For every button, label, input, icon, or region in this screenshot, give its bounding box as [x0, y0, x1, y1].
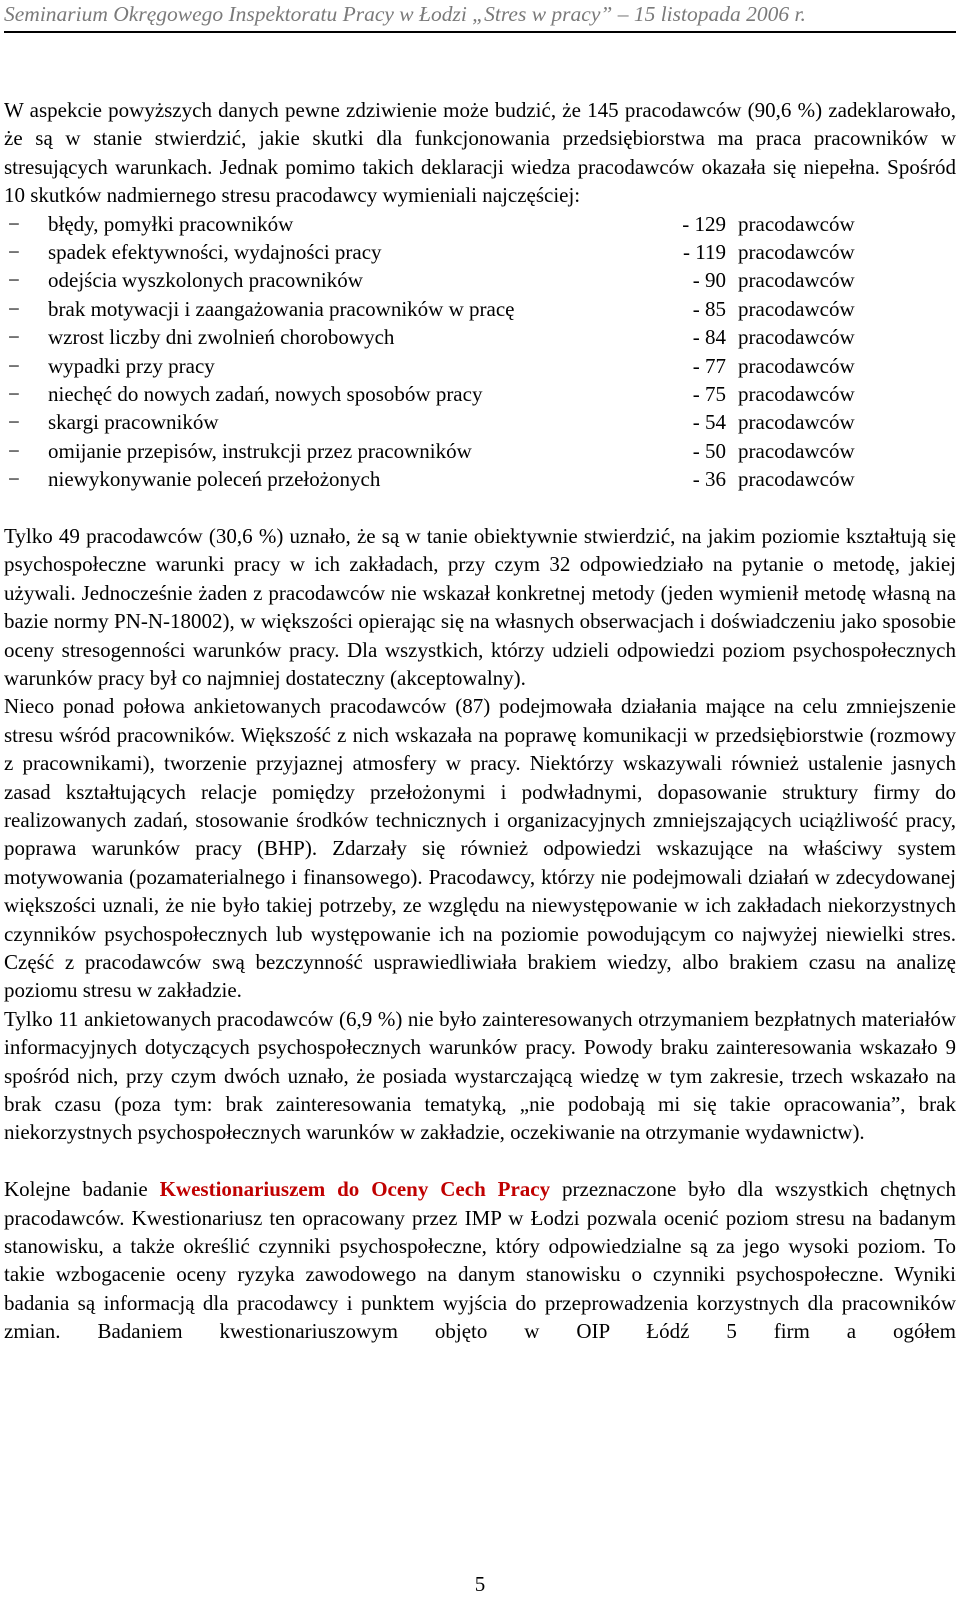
list-dash: − — [8, 268, 20, 293]
effect-count: - 84 — [692, 325, 726, 350]
effect-unit: pracodawców — [738, 467, 855, 492]
questionnaire-title: Kwestionariuszem do Oceny Cech Pracy — [159, 1177, 551, 1202]
effect-unit: pracodawców — [738, 410, 855, 435]
effect-label: niewykonywanie poleceń przełożonych — [48, 467, 381, 492]
paragraph-assessment: Tylko 49 pracodawców (30,6 %) uznało, że są w tanie obiektywnie stwierdzić, na jakim poziomie kształtują się psychospołeczne warunki pracy w ich zakładach, przy czym 32 odpowiedziało na pytanie o metodę, jakiej używali. Jednocześnie żaden z pracodawców nie wskazał konkretnej metody (jeden wymienił metodę własną na bazie normy PN-N-18002), w większości opierając się na własnych obserwacjach i doświadczeniu jako sposobie oceny stresogenności warunków pracy. Dla wszystkich, którzy udzieli odpowiedzi poziom psychospołecznych warunków pracy był co najmniej dostateczny (akceptowalny). — [4, 523, 956, 690]
effect-count: - 36 — [692, 467, 726, 492]
paragraph-materials: Tylko 11 ankietowanych pracodawców (6,9 %) nie było zainteresowanych otrzymaniem bezpłatnych materiałów informacyjnych dotyczących psychospołecznych warunków pracy. Powody braku zainteresowania wskazało 9 spośród nich, przy czym dwóch uznało, że posiada wystarczającą wiedzę w tym zakresie, trzech wskazało na brak czasu (poza tym: brak zainteresowania tematyką, „nie podobają mi się takie opracowania”, brak niekorzystnych psychospołecznych warunków w zakładzie, oczekiwanie na otrzymanie wydawnictw). — [4, 1006, 956, 1145]
effect-count: - 75 — [692, 381, 726, 406]
effect-unit: pracodawców — [738, 438, 855, 463]
effect-list-item — [4, 380, 956, 408]
effect-list-item — [4, 266, 956, 294]
effect-count: - 129 — [682, 211, 726, 236]
running-header — [4, 0, 956, 34]
effect-count: - 90 — [692, 268, 726, 293]
list-dash: − — [8, 381, 20, 406]
effect-count: - 85 — [692, 296, 726, 321]
spacer — [4, 1147, 956, 1175]
effect-label: odejścia wyszkolonych pracowników — [48, 268, 363, 293]
effect-unit: pracodawców — [738, 353, 855, 378]
effect-count: - 77 — [692, 353, 726, 378]
list-dash: − — [8, 296, 20, 321]
effect-label: błędy, pomyłki pracowników — [48, 211, 294, 236]
list-dash: − — [8, 467, 20, 492]
list-dash: − — [8, 438, 20, 463]
header-text: Seminarium Okręgowego Inspektoratu Pracy w Łodzi „Stres w pracy” – 15 listopada 2006 r. — [4, 2, 806, 26]
paragraph-questionnaire — [4, 1175, 956, 1345]
list-dash: − — [8, 211, 20, 236]
effect-list-item — [4, 295, 956, 323]
effect-label: wzrost liczby dni zwolnień chorobowych — [48, 325, 395, 350]
list-dash: − — [8, 410, 20, 435]
effect-unit: pracodawców — [738, 381, 855, 406]
paragraph-awareness: W aspekcie powyższych danych pewne zdziwienie może budzić, że 145 pracodawców (90,6 %) zadeklarowało, że są w stanie stwierdzić, jakie skutki dla funkcjonowania przedsiębiorstwa ma praca pracowników w stresujących warunkach. Jednak pomimo takich deklaracji wiedza pracodawców okazała się niepełna. Spośród 10 skutków nadmiernego stresu pracodawcy wymieniali najczęściej: — [4, 98, 956, 208]
effect-unit: pracodawców — [738, 268, 855, 293]
effect-unit: pracodawców — [738, 325, 855, 350]
effect-list-item — [4, 352, 956, 380]
effect-label: niechęć do nowych zadań, nowych sposobów pracy — [48, 381, 483, 406]
effect-unit: pracodawców — [738, 211, 855, 236]
document-body — [4, 96, 956, 1346]
effect-unit: pracodawców — [738, 296, 855, 321]
questionnaire-text-before: Kolejne badanie — [4, 1177, 160, 1202]
effect-label: wypadki przy pracy — [48, 353, 215, 378]
effect-label: brak motywacji i zaangażowania pracowników w pracę — [48, 296, 515, 321]
effect-label: spadek efektywności, wydajności pracy — [48, 240, 382, 265]
effect-list-item — [4, 238, 956, 266]
effect-list-item — [4, 465, 956, 493]
page-number: 5 — [474, 1572, 486, 1596]
effect-label: skargi pracowników — [48, 410, 219, 435]
effect-count: - 119 — [683, 240, 726, 265]
effect-list-item — [4, 437, 956, 465]
effect-list-item — [4, 408, 956, 436]
effect-unit: pracodawców — [738, 240, 855, 265]
list-dash: − — [8, 325, 20, 350]
effect-count: - 50 — [692, 438, 726, 463]
effects-list — [4, 210, 956, 494]
spacer — [4, 494, 956, 522]
effect-count: - 54 — [692, 410, 726, 435]
questionnaire-text-after: przeznaczone było dla wszystkich chętnych pracodawców. Kwestionariusz ten opracowany przez IMP w Łodzi pozwala ocenić poziom stresu na badanym stanowisku, a także określić czynniki psychospołeczne, który odpowiedzialne są za jego wysoki poziom. To takie wzbogacenie oceny ryzyka zawodowego na danym stanowisku o czynniki psychospołeczne. Wyniki badania są informacją dla pracodawcy i punktem wyjścia do przeprowadzenia korzystnych dla pracowników zmian. Badaniem kwestionariuszowym objęto w OIP Łódź 5 firm a ogółem — [4, 1177, 956, 1344]
effect-list-item — [4, 210, 956, 238]
list-dash: − — [8, 240, 20, 265]
paragraph-actions: Nieco ponad połowa ankietowanych pracodawców (87) podejmowała działania mające na celu zmniejszenie stresu wśród pracowników. Większość z nich wskazała na poprawę komunikacji w przedsiębiorstwie (rozmowy z pracownikami), tworzenie przyjaznej atmosfery w pracy. Niektórzy wskazywali również ustalenie jasnych zasad kształtujących relacje pomiędzy przełożonymi i podwładnymi, dopasowanie struktury firmy do realizowanych zadań, stosowanie środków technicznych i organizacyjnych zmniejszających uciążliwość pracy, poprawa warunków pracy (BHP). Zdarzały się również odpowiedzi wskazujące na właściwy system motywowania (pozamaterialnego i finansowego). Pracodawcy, którzy nie podejmowali działań w zdecydowanej większości uznali, że nie było takiej potrzeby, ze względu na niewystępowanie w ich zakładach niekorzystnych czynników psychospołecznych lub występowanie ich na poziomie powodującym co najwyżej niewielki stres. Część z pracodawców swą bezczynność usprawiedliwiała brakiem wiedzy, albo brakiem czasu na analizę poziomu stresu w zakładzie. — [4, 694, 956, 1003]
effect-list-item — [4, 323, 956, 351]
list-dash: − — [8, 353, 20, 378]
effect-label: omijanie przepisów, instrukcji przez pracowników — [48, 438, 472, 463]
header-rule — [4, 31, 956, 33]
